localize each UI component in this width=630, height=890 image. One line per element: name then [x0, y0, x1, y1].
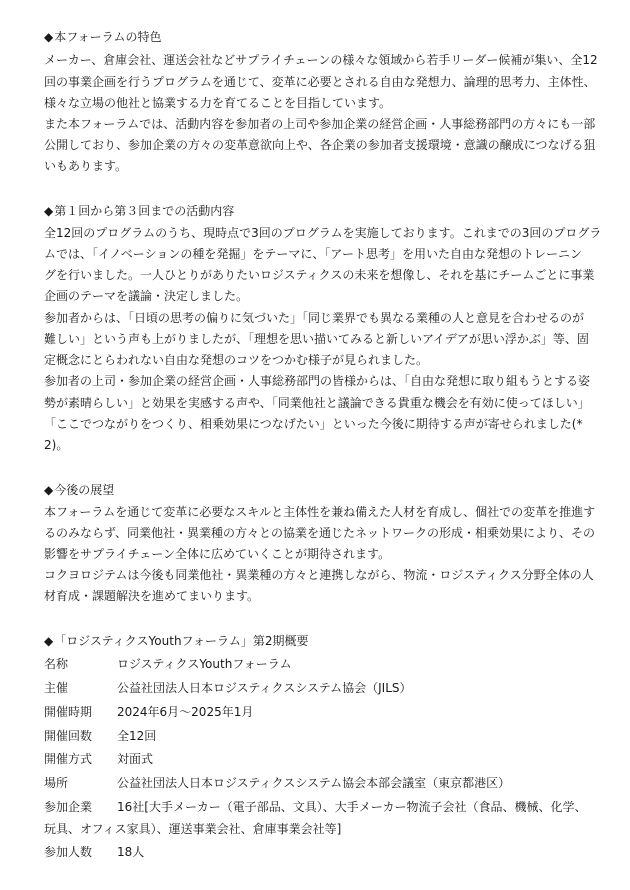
paragraph-line: 「ここでつながりをつくり、相乗効果につなげたい」といった今後に期待する声が寄せられました(*: [44, 417, 583, 431]
overview-row-venue: [44, 776, 589, 790]
paragraph-line: また本フォーラムでは、活動内容を参加者の上司や参加企業の経営企画・人事総務部門の方々にも一部: [44, 117, 596, 131]
overview-row-name: [44, 657, 589, 671]
row-label: 場所: [44, 776, 69, 790]
row-value: 全12回: [117, 729, 157, 743]
paragraph-line: 影響をサプライチェーン全体に広めていくことが期待されます。: [44, 547, 391, 561]
paragraph-line: グを行いました。一人ひとりがありたいロジスティクスの未来を想像し、それを基にチームごとに事業: [44, 268, 595, 282]
section-title: 本フォーラムの特色: [54, 30, 162, 44]
row-value: 公益社団法人日本ロジスティクスシステム協会本部会議室（東京都港区）: [117, 776, 511, 790]
diamond-bullet-icon: ◆: [44, 204, 54, 218]
paragraph-line: メーカー、倉庫会社、運送会社などサプライチェーンの様々な領域から若手リーダー候補が集い、全12: [44, 53, 598, 67]
section-heading-outlook: [44, 483, 114, 497]
diamond-bullet-icon: ◆: [44, 30, 54, 44]
row-label: 参加人数: [44, 845, 93, 859]
row-value: 16社[大手メーカー（電子部品、文具）、大手メーカー物流子会社（食品、機械、化学、: [117, 800, 587, 814]
section-title: 今後の展望: [54, 483, 115, 497]
paragraph-line: 2)。: [44, 438, 69, 452]
row-label: 主催: [44, 681, 69, 695]
row-value: ロジスティクスYouthフォーラム: [117, 657, 292, 671]
paragraph-line: コクヨロジテムは今後も同業他社・異業種の方々と連携しながら、物流・ロジスティクス分野全体の人: [44, 568, 594, 582]
paragraph-line: 回の事業企画を行うプログラムを通じて、変革に必要とされる自由な発想力、論理的思考力、主体性、: [44, 75, 596, 89]
overview-row-companies-continued: 玩具、オフィス家具）、運送事業会社、倉庫事業会社等]: [44, 822, 342, 836]
overview-row-companies: [44, 800, 589, 814]
paragraph-line: 参加者からは、「日頃の思考の偏りに気づいた」「同じ業界でも異なる業種の人と意見を合わせるのが: [44, 311, 585, 325]
section-heading-overview: [44, 634, 308, 648]
paragraph-line: 材育成・課題解決を進めてまいります。: [44, 589, 260, 603]
row-value: 18人: [117, 845, 145, 859]
overview-row-participants: [44, 845, 589, 859]
overview-row-sessions: [44, 729, 589, 743]
row-value: 公益社団法人日本ロジスティクスシステム協会（JILS）: [117, 681, 412, 695]
row-label: 参加企業: [44, 800, 93, 814]
paragraph-line: 勢が素晴らしい」と効果を実感する声や、「同業他社と議論できる貴重な機会を有効に使ってほしい」: [44, 396, 590, 410]
paragraph-line: いもあります。: [44, 159, 128, 173]
paragraph-line: 公開しており、参加企業の方々の変革意欲向上や、各企業の参加者支援環境・意識の醸成につなげる狙: [44, 138, 596, 152]
section-heading-features: [44, 30, 162, 44]
row-label: 開催方式: [44, 752, 93, 766]
section-heading-activities: [44, 204, 234, 218]
overview-row-organizer: [44, 681, 589, 695]
paragraph-line: 定概念にとらわれない自由な発想のコツをつかむ様子が見られました。: [44, 353, 429, 367]
paragraph-line: 様々な立場の他社と協業する力を育てることを目指しています。: [44, 96, 392, 110]
diamond-bullet-icon: ◆: [44, 634, 54, 648]
paragraph-line: 本フォーラムを通じて変革に必要なスキルと主体性を兼ね備えた人材を育成し、個社での変革を推進す: [44, 505, 596, 519]
diamond-bullet-icon: ◆: [44, 483, 54, 497]
row-value: 2024年6月～2025年1月: [117, 705, 254, 719]
overview-row-format: [44, 752, 589, 766]
row-label: 名称: [44, 657, 69, 671]
paragraph-line: 参加者の上司・参加企業の経営企画・人事総務部門の皆様からは、「自由な発想に取り組もうとする姿: [44, 374, 591, 388]
row-label: 開催回数: [44, 729, 93, 743]
row-label: 開催時期: [44, 705, 93, 719]
section-title: 第１回から第３回までの活動内容: [54, 204, 235, 218]
paragraph-line: 難しい」という声も上がりましたが、「理想を思い描いてみると新しいアイデアが思い浮かぶ」等、固: [44, 332, 589, 346]
paragraph-line: 企画のテーマを議論・決定しました。: [44, 289, 249, 303]
section-title: 「ロジスティクスYouthフォーラム」第2期概要: [54, 634, 309, 648]
paragraph-line: 全12回のプログラムのうち、現時点で3回のプログラムを実施しております。これまでの3回のプログラ: [44, 226, 602, 240]
overview-row-period: [44, 705, 589, 719]
paragraph-line: るのみならず、同業他社・異業種の方々との協業を通じたネットワークの形成・相乗効果により、その: [44, 526, 596, 540]
paragraph-line: ムでは、「イノベーションの種を発掘」をテーマに、「アート思考」を用いた自由な発想のトレーニン: [44, 247, 582, 261]
row-value: 対面式: [117, 752, 154, 766]
